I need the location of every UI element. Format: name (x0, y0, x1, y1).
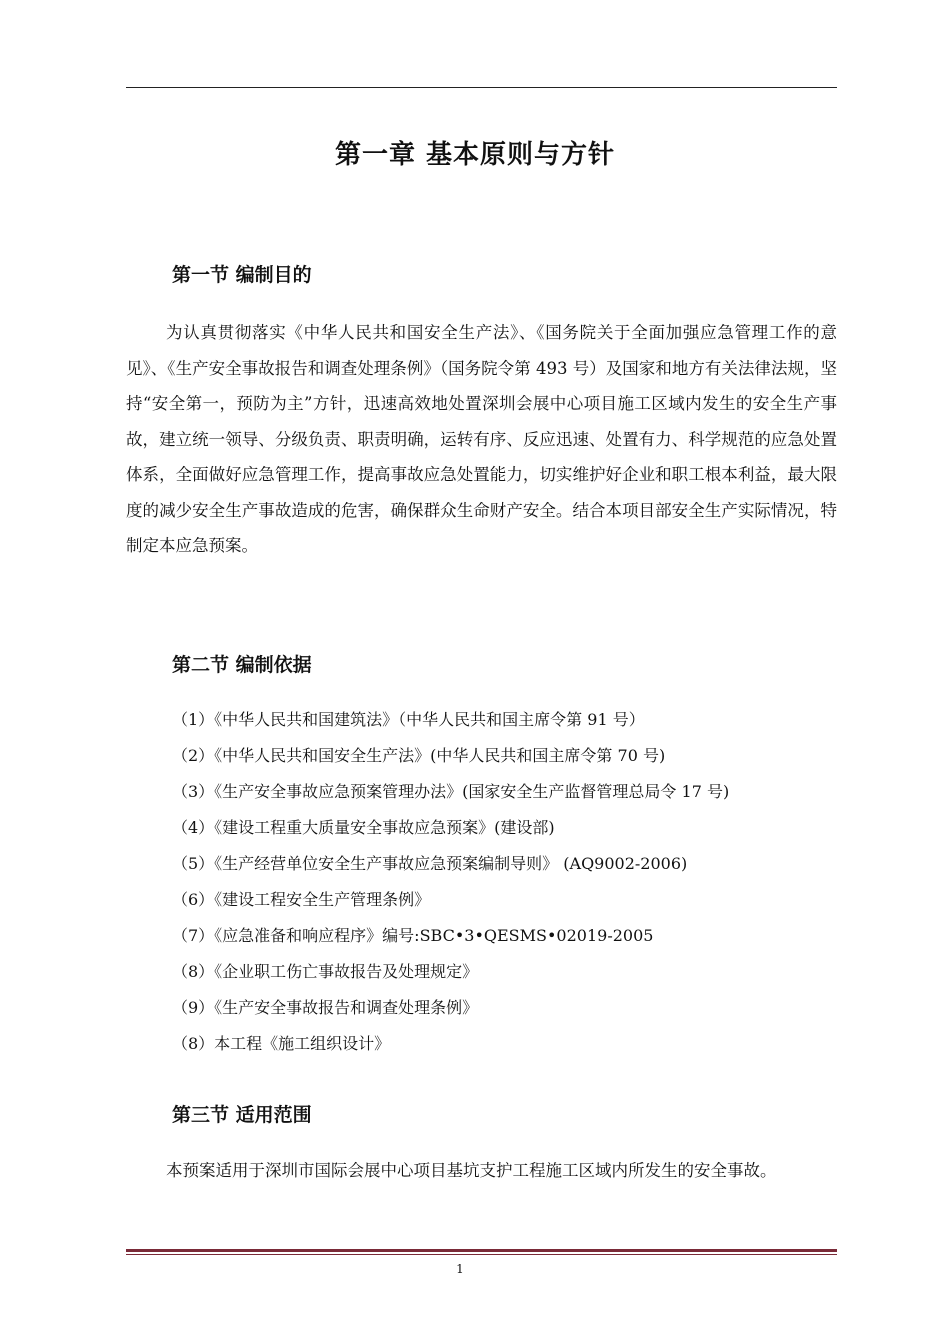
section-heading-scope: 第三节 适用范围 (172, 1104, 312, 1126)
section-heading-basis: 第二节 编制依据 (172, 654, 312, 676)
section-heading-purpose: 第一节 编制目的 (172, 264, 312, 286)
list-item: （5）《生产经营单位安全生产事故应急预案编制导则》 (AQ9002-2006) (172, 854, 688, 873)
reference-list (172, 705, 729, 1065)
header-rule (126, 87, 837, 88)
list-item: （1）《中华人民共和国建筑法》（中华人民共和国主席令第 91 号） (172, 710, 645, 729)
footer-rule (126, 1249, 837, 1252)
scope-paragraph: 本预案适用于深圳市国际会展中心项目基坑支护工程施工区域内所发生的安全事故。 (166, 1161, 777, 1180)
list-item: （6）《建设工程安全生产管理条例》 (172, 890, 431, 909)
list-item: （8）《企业职工伤亡事故报告及处理规定》 (172, 962, 479, 981)
list-item: （2）《中华人民共和国安全生产法》(中华人民共和国主席令第 70 号) (172, 746, 666, 765)
list-item: （9）《生产安全事故报告和调查处理条例》 (172, 998, 479, 1017)
page-number: 1 (456, 1262, 464, 1276)
list-item: （8）本工程《施工组织设计》 (172, 1034, 391, 1053)
footer-rule-thin (126, 1254, 837, 1255)
chapter-title: 第一章 基本原则与方针 (334, 140, 616, 170)
list-item: （4）《建设工程重大质量安全事故应急预案》(建设部) (172, 818, 555, 837)
list-item: （7）《应急准备和响应程序》编号:SBC•3•QESMS•02019-2005 (172, 926, 654, 945)
purpose-paragraph: 为认真贯彻落实《中华人民共和国安全生产法》、《国务院关于全面加强应急管理工作的意见》、《生产安全事故报告和调查处理条例》（国务院令第 493 号）及国家和地方有关法律法规，坚持“安全第一，预防为主”方针，迅速高效地处置深圳会展中心项目施工区域内发生的安全生产事故，建立统一领导、分级负责、职责明确，运转有序、反应迅速、处置有力、科学规范的应急处置体系，全面做好应急管理工作，提高事故应急处置能力，切实维护好企业和职工根本利益，最大限度的减少安全生产事故造成的危害，确保群众生命财产安全。结合本项目部安全生产实际情况，特制定本应急预案。 (126, 323, 837, 555)
list-item: （3）《生产安全事故应急预案管理办法》(国家安全生产监督管理总局令 17 号) (172, 782, 730, 801)
